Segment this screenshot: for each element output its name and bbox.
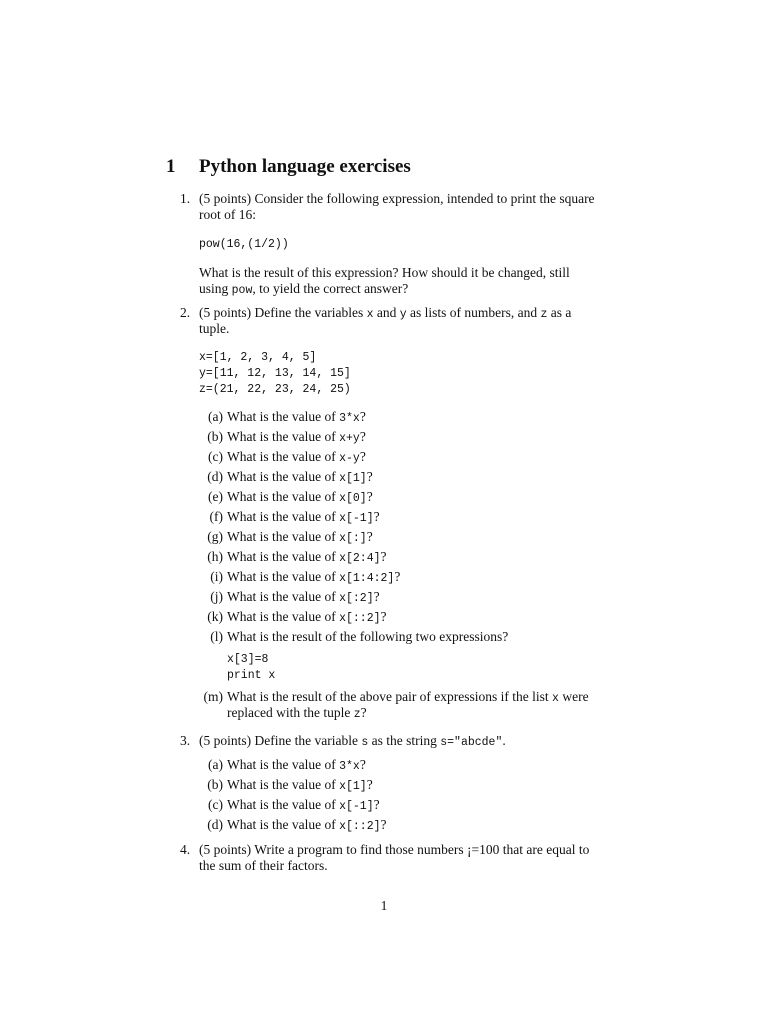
inline-code: x[1:4:2] <box>339 572 395 585</box>
question-2-code-line-1: x=[1, 2, 3, 4, 5] <box>199 351 317 364</box>
inline-code: x[:] <box>339 532 367 545</box>
subquestion-label: (j) <box>210 589 223 604</box>
question-2-code-line-3: z=(21, 22, 23, 24, 25) <box>199 383 351 396</box>
inline-code: 3*x <box>339 760 360 773</box>
question-2-code-line-2: y=[11, 12, 13, 14, 15] <box>199 367 351 380</box>
subquestion-text: What is the value of x[1]? <box>227 777 373 793</box>
inline-code: x+y <box>339 432 360 445</box>
inline-code: x[1] <box>339 472 367 485</box>
subquestion-label: (g) <box>207 529 223 544</box>
subquestion-text: What is the value of x[:]? <box>227 529 373 545</box>
question-4-number: 4. <box>180 842 191 857</box>
subquestion-label: (a) <box>208 757 223 772</box>
question-2-line-2: tuple. <box>199 321 230 336</box>
subquestion-label: (l) <box>210 629 223 644</box>
question-1-after-line-2: using pow, to yield the correct answer? <box>199 281 409 297</box>
subquestion-text: What is the value of x-y? <box>227 449 366 465</box>
subquestion-label: (h) <box>207 549 223 564</box>
section-heading <box>166 156 411 178</box>
subquestion-text: What is the value of 3*x? <box>227 757 366 773</box>
subquestion-label: (c) <box>208 797 223 812</box>
inline-code: x[-1] <box>339 800 374 813</box>
question-1-line-2: root of 16: <box>199 207 256 222</box>
question-3-number: 3. <box>180 733 191 748</box>
question-1-number: 1. <box>180 191 191 206</box>
inline-code: x[:2] <box>339 592 374 605</box>
subquestion-label: (b) <box>207 777 223 792</box>
inline-code: x[::2] <box>339 612 381 625</box>
subquestion-label: (k) <box>207 609 223 624</box>
section-title: Python language exercises <box>199 156 411 177</box>
subquestion-label: (c) <box>208 449 223 464</box>
question-2-line-1: (5 points) Define the variables x and y as lists of numbers, and z as a <box>199 305 572 321</box>
question-1-line-1: (5 points) Consider the following expression, intended to print the square <box>199 191 595 206</box>
inline-code: x[1] <box>339 780 367 793</box>
subquestion-label: (f) <box>209 509 223 524</box>
inline-code: x-y <box>339 452 360 465</box>
subquestion-text: What is the value of 3*x? <box>227 409 366 425</box>
subquestion-m-line-2: replaced with the tuple z? <box>227 705 367 721</box>
inline-code: 3*x <box>339 412 360 425</box>
subquestion-text: What is the result of the following two expressions? <box>227 629 509 644</box>
section-number: 1 <box>166 156 176 177</box>
subquestion-text: What is the value of x[1]? <box>227 469 373 485</box>
inline-code: x[0] <box>339 492 367 505</box>
subquestion-text: What is the value of x[:2]? <box>227 589 380 605</box>
question-2l-code-line-2: print x <box>227 669 276 682</box>
inline-code: x[2:4] <box>339 552 381 565</box>
subquestion-text: What is the value of x+y? <box>227 429 366 445</box>
subquestion-text: What is the value of x[::2]? <box>227 609 387 625</box>
question-4-line-1: (5 points) Write a program to find those numbers ¡=100 that are equal to <box>199 842 590 857</box>
subquestion-label: (d) <box>207 817 223 832</box>
subquestion-label: (e) <box>208 489 223 504</box>
subquestion-label: (i) <box>210 569 223 584</box>
subquestion-text: What is the value of x[::2]? <box>227 817 387 833</box>
question-4-line-2: the sum of their factors. <box>199 858 328 873</box>
subquestion-m-line-1: What is the result of the above pair of expressions if the list x were <box>227 689 589 705</box>
subquestion-label: (d) <box>207 469 223 484</box>
question-1-after-line-1: What is the result of this expression? How should it be changed, still <box>199 265 570 280</box>
subquestion-label: (b) <box>207 429 223 444</box>
subquestion-text: What is the value of x[-1]? <box>227 797 380 813</box>
subquestion-text: What is the value of x[0]? <box>227 489 373 505</box>
page-number: 1 <box>380 898 388 913</box>
subquestion-label: (a) <box>208 409 223 424</box>
question-1-code: pow(16,(1/2)) <box>199 238 289 251</box>
subquestion-text: What is the value of x[-1]? <box>227 509 380 525</box>
inline-code: x[-1] <box>339 512 374 525</box>
subquestion-text: What is the value of x[2:4]? <box>227 549 387 565</box>
inline-code: pow <box>231 284 253 297</box>
question-2-number: 2. <box>180 305 191 320</box>
inline-code: x[::2] <box>339 820 381 833</box>
question-3-line: (5 points) Define the variable s as the string s="abcde". <box>199 733 506 749</box>
subquestion-text: What is the value of x[1:4:2]? <box>227 569 401 585</box>
question-2l-code-line-1: x[3]=8 <box>227 653 269 666</box>
subquestion-label: (m) <box>203 689 223 704</box>
